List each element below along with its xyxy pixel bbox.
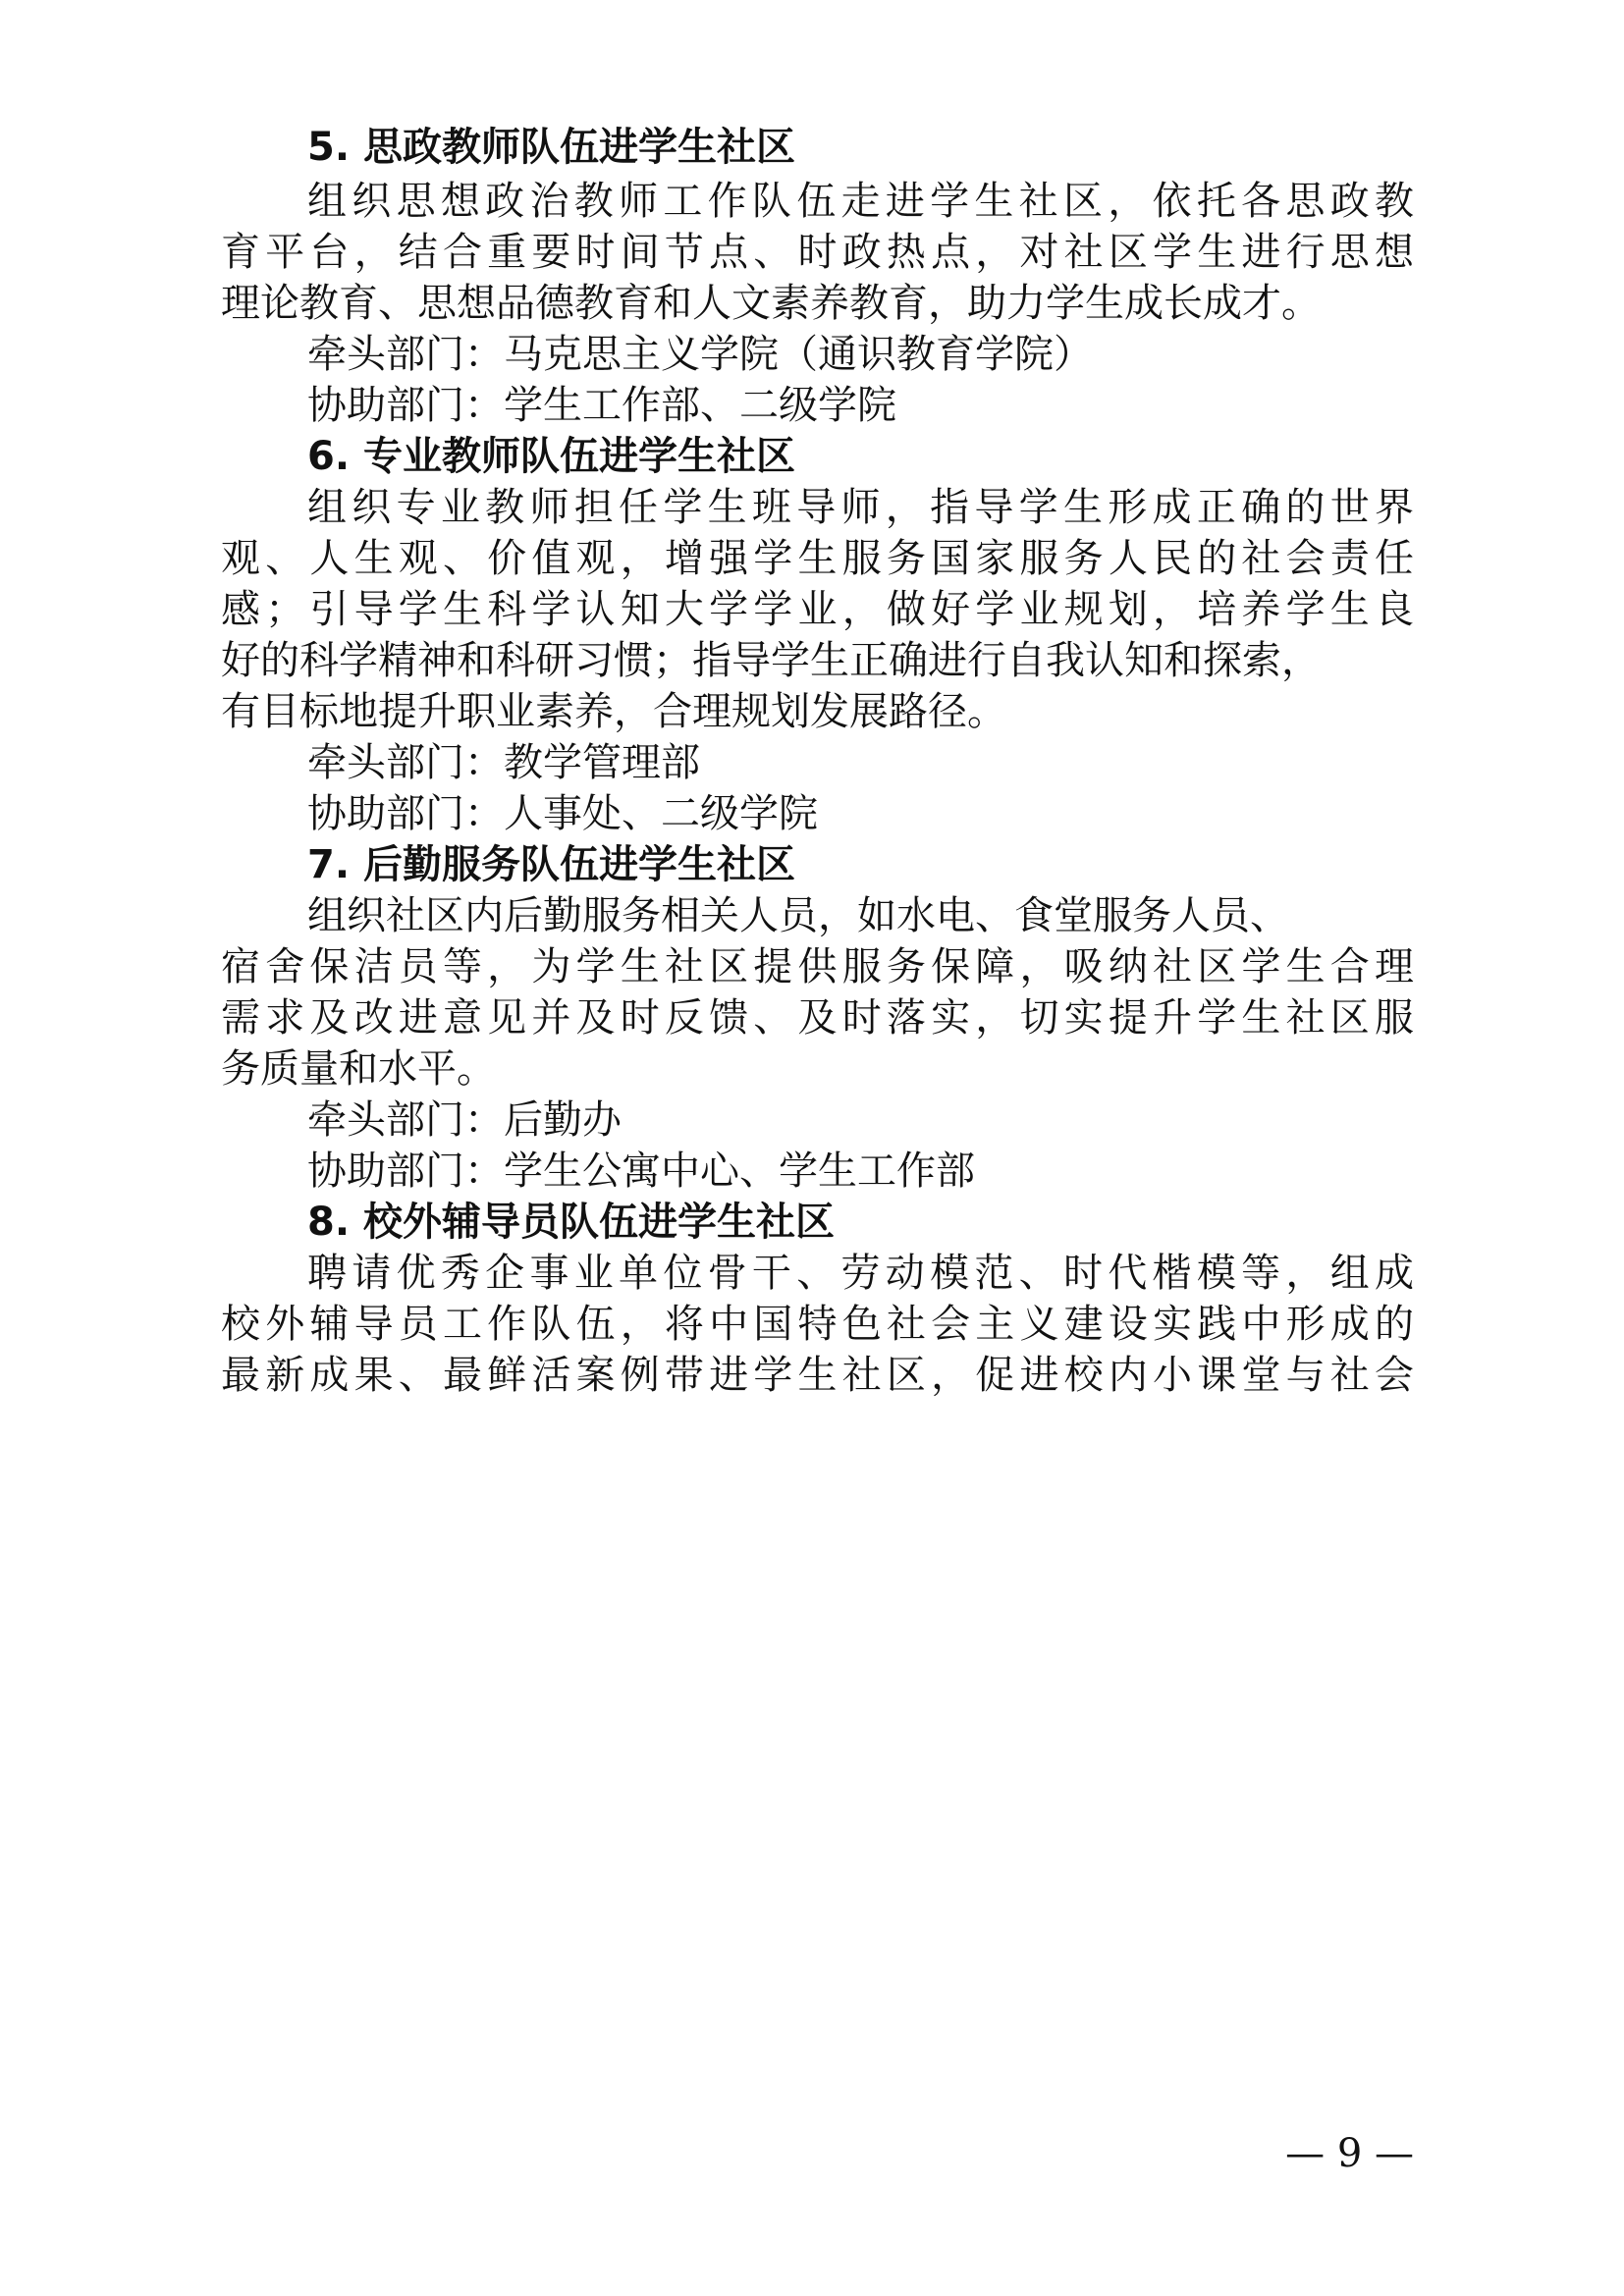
- section-heading: 8. 校外辅导员队伍进学生社区: [307, 1200, 835, 1245]
- assist-department: 协助部门：学生公寓中心、学生工作部: [307, 1148, 975, 1194]
- body-line: 聘请优秀企事业单位骨干、劳动模范、时代楷模等，组成: [307, 1251, 1414, 1296]
- body-line: 组织思想政治教师工作队伍走进学生社区，依托各思政教: [307, 179, 1414, 224]
- body-line: 校外辅导员工作队伍，将中国特色社会主义建设实践中形成的: [221, 1302, 1414, 1347]
- lead-department: 牵头部门：教学管理部: [307, 740, 700, 785]
- body-line: 育平台，结合重要时间节点、时政热点，对社区学生进行思想: [221, 230, 1414, 275]
- lead-department: 牵头部门：后勤办: [307, 1097, 622, 1143]
- section-heading: 6. 专业教师队伍进学生社区: [307, 434, 795, 479]
- lead-department: 牵头部门：马克思主义学院（通识教育学院）: [307, 332, 1093, 377]
- body-line: 观、人生观、价值观，增强学生服务国家服务人民的社会责任: [221, 536, 1414, 581]
- body-line: 组织社区内后勤服务相关人员，如水电、食堂服务人员、: [307, 893, 1289, 938]
- section-heading: 7. 后勤服务队伍进学生社区: [307, 842, 795, 887]
- section-heading: 5. 思政教师队伍进学生社区: [307, 125, 795, 170]
- page-number: — 9 —: [1285, 2131, 1414, 2176]
- body-line: 组织专业教师担任学生班导师，指导学生形成正确的世界: [307, 485, 1414, 530]
- body-line: 务质量和水平。: [221, 1046, 496, 1092]
- body-line: 最新成果、最鲜活案例带进学生社区，促进校内小课堂与社会: [221, 1353, 1414, 1398]
- body-line: 理论教育、思想品德教育和人文素养教育，助力学生成长成才。: [221, 281, 1321, 326]
- body-line: 好的科学精神和科研习惯；指导学生正确进行自我认知和探索，: [221, 638, 1321, 683]
- body-line: 需求及改进意见并及时反馈、及时落实，切实提升学生社区服: [221, 995, 1414, 1041]
- assist-department: 协助部门：学生工作部、二级学院: [307, 383, 896, 428]
- assist-department: 协助部门：人事处、二级学院: [307, 791, 818, 836]
- body-line: 感；引导学生科学认知大学学业，做好学业规划，培养学生良: [221, 587, 1414, 632]
- body-line: 有目标地提升职业素养，合理规划发展路径。: [221, 689, 1006, 734]
- body-line: 宿舍保洁员等，为学生社区提供服务保障，吸纳社区学生合理: [221, 944, 1414, 989]
